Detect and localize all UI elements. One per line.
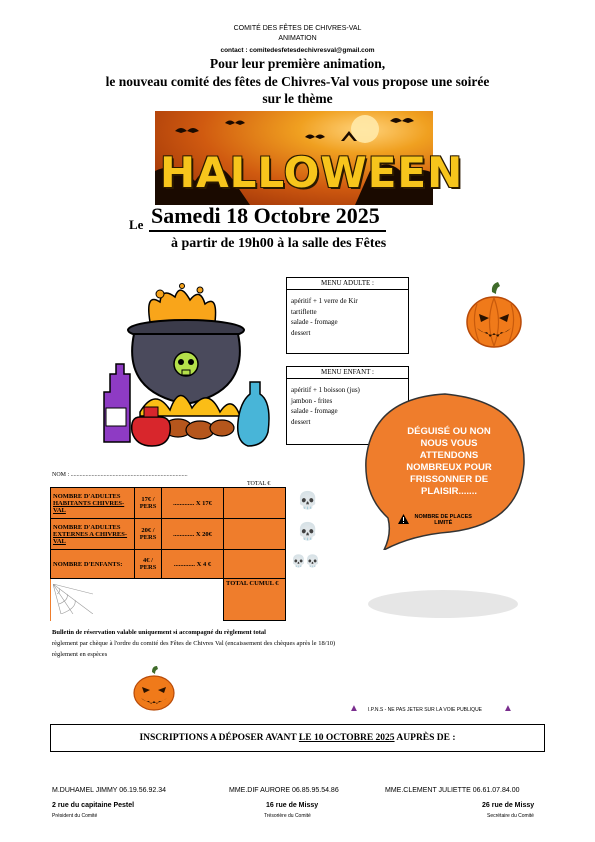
row-label <box>51 519 135 550</box>
menu-child-item: salade - fromage <box>291 407 338 415</box>
bubble-line: NOMBREUX POUR <box>406 462 492 473</box>
row-price: 17€ / PERS <box>135 488 162 519</box>
menu-child-title: MENU ENFANT : <box>287 367 408 379</box>
row-total[interactable] <box>224 550 286 579</box>
skull-icon: 💀 <box>291 554 306 568</box>
bulletin-note: Bulletin de réservation valable uniquement si accompagné du règlement total <box>52 629 266 636</box>
row-quantity[interactable]: ............. X 20€ <box>162 519 224 550</box>
bubble-line: DÉGUISÉ OU NON <box>407 426 491 437</box>
org-name: COMITÉ DES FÊTES DE CHIVRES-VAL <box>233 25 362 32</box>
contact-3-role: Secrétaire du Comité <box>487 813 534 819</box>
cobweb-icon <box>53 584 93 614</box>
inscriptions-box <box>50 724 545 752</box>
intro-line-2: le nouveau comité des fêtes de Chivres-Val vous propose une soirée <box>105 74 490 89</box>
row-label-underlined: HABITANTS CHIVRES-VAL <box>53 499 125 514</box>
skull-icon: 💀 <box>305 554 320 568</box>
name-field-label[interactable]: NOM : .............................................................................. <box>52 472 188 478</box>
row-quantity[interactable]: ............. X 17€ <box>162 488 224 519</box>
menu-child-item: dessert <box>291 417 311 426</box>
cheque-note: règlement par chèque à l'ordre du comité des Fêtes de Chivres Val (encaissement des chèques après le 18/10) <box>52 640 336 647</box>
cumul-label: TOTAL CUMUL € <box>226 580 279 587</box>
skull-icon: 💀 <box>297 491 319 510</box>
menu-adult-box <box>286 277 409 354</box>
total-label: TOTAL € <box>247 481 271 487</box>
row-label-text: NOMBRE D'ADULTES <box>53 492 121 500</box>
inscriptions-deadline: LE 10 OCTOBRE 2025 <box>298 733 395 743</box>
menu-adult-item: tartiflette <box>291 307 317 316</box>
menu-adult-item: dessert <box>291 328 311 337</box>
bubble-line: FRISSONNER DE <box>409 474 489 485</box>
contact-2-name: MME.DIF AURORE 06.85.95.54.86 <box>229 787 339 794</box>
row-quantity[interactable]: ............. X 4 € <box>162 550 224 579</box>
contact-3-name: MME.CLEMENT JULIETTE 06.61.07.84.00 <box>385 787 520 794</box>
contact-1-role: Président du Comité <box>52 813 98 819</box>
empty-cell <box>162 579 224 621</box>
places-warning <box>398 514 472 526</box>
menu-adult-title: MENU ADULTE : <box>287 278 408 290</box>
places-line-2: LIMITÉ <box>434 520 453 526</box>
contact-3-address: 26 rue de Missy <box>482 802 535 809</box>
row-total[interactable] <box>224 519 286 550</box>
row-label <box>51 550 135 579</box>
pumpkin-icon <box>465 282 523 350</box>
menu-child-item: jambon - frites <box>291 396 333 405</box>
banner-title: HALLOWEEN <box>160 148 464 197</box>
event-time-place: à partir de 19h00 à la salle des Fêtes <box>171 236 387 251</box>
intro-line-1: Pour leur première animation, <box>209 56 386 71</box>
contact-2-role: Trésorière du Comité <box>264 813 311 819</box>
row-label-text: NOMBRE D'ADULTES <box>53 523 121 531</box>
contact-1-name: M.DUHAMEL JIMMY 06.19.56.92.34 <box>52 787 166 794</box>
cumul-total[interactable] <box>224 579 286 621</box>
contact-2-address: 16 rue de Missy <box>266 802 319 809</box>
bubble-shadow <box>368 590 518 618</box>
contact-email: contact : comitedesfetesdechivresval@gmail.com <box>220 47 375 54</box>
menu-adult-item: salade - fromage <box>291 318 338 326</box>
cash-note: règlement en espèces <box>52 651 108 658</box>
pumpkin-icon <box>132 666 176 712</box>
row-label <box>51 488 135 519</box>
cobweb-cell <box>51 579 135 621</box>
row-label-text: NOMBRE D'ENFANTS: <box>53 560 123 568</box>
date-prefix: Le <box>129 217 144 232</box>
event-date: Samedi 18 Octobre 2025 <box>149 203 386 232</box>
table-row <box>51 488 286 519</box>
empty-cell <box>135 579 162 621</box>
warning-icon <box>398 514 409 526</box>
bubble-line: PLAISIR....... <box>421 486 477 497</box>
skull-icon: 💀 <box>297 522 319 541</box>
ipns-note: I.P.N.S - NE PAS JETER SUR LA VOIE PUBLIQUE <box>368 707 483 713</box>
witch-hat-icon: ▲ <box>349 703 359 714</box>
table-row <box>51 579 286 621</box>
contact-1-address: 2 rue du capitaine Pestel <box>52 802 135 809</box>
intro-line-3: sur le thème <box>262 91 333 106</box>
inscriptions-post: AUPRÈS DE : <box>394 733 456 743</box>
table-row <box>51 519 286 550</box>
witch-hat-icon: ▲ <box>503 703 513 714</box>
inscriptions-pre: INSCRIPTIONS A DÉPOSER AVANT <box>139 733 299 743</box>
table-row <box>51 550 286 579</box>
row-price: 4€ / PERS <box>135 550 162 579</box>
reservation-form <box>50 487 289 621</box>
menu-adult-item: apéritif + 1 verre de Kir <box>291 297 358 305</box>
bubble-line: ATTENDONS <box>419 450 479 461</box>
row-label-underlined: EXTERNES A CHIVRES-VAL <box>53 530 128 545</box>
cauldron-illustration <box>100 282 272 452</box>
row-price: 20€ / PERS <box>135 519 162 550</box>
menu-child-item: apéritif + 1 boisson (jus) <box>291 386 360 394</box>
row-total[interactable] <box>224 488 286 519</box>
org-subtitle: ANIMATION <box>278 35 317 42</box>
bubble-text <box>386 426 512 498</box>
bubble-line: NOUS VOUS <box>420 438 478 449</box>
places-line-1: NOMBRE DE PLACES <box>414 514 472 520</box>
